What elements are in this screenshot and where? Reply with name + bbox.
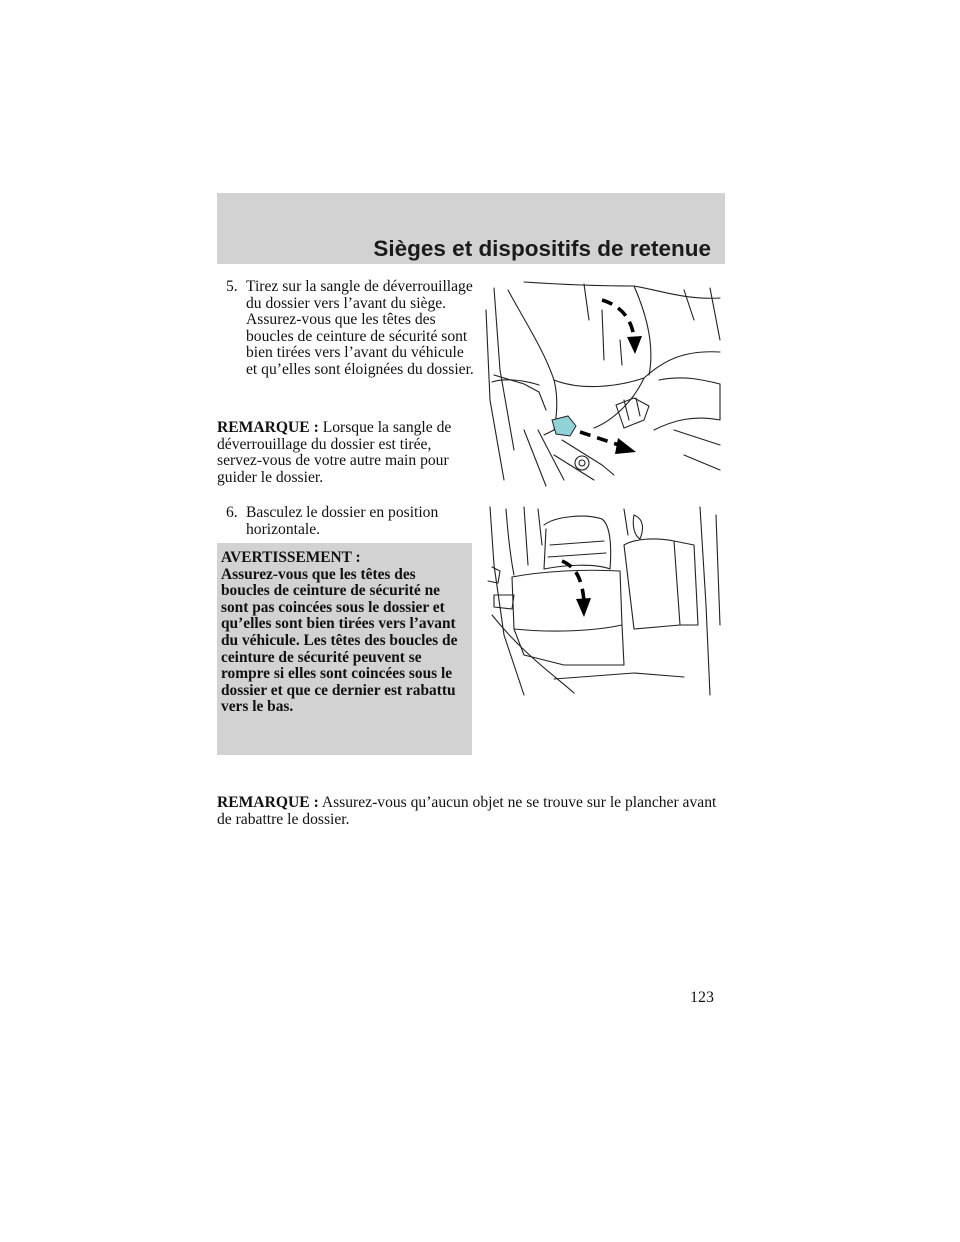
section-title: Sièges et dispositifs de retenue [373, 236, 711, 261]
page-number: 123 [690, 989, 714, 1006]
note-2-label: REMARQUE : [217, 794, 319, 811]
warning-box [217, 543, 472, 755]
step-6 [226, 505, 476, 538]
step-5-text: Tirez sur la sangle de déverrouillage du dossier vers l’avant du siège. Assurez-vous que les têtes des boucles de ceinture de sécurité sont bien tirées vers l’avant du véhicule et qu’elles sont éloignées du dossier. [246, 278, 474, 378]
step-6-text: Basculez le dossier en position horizontale. [246, 504, 439, 538]
warning-title: AVERTISSEMENT : [221, 549, 361, 566]
step-5-number: 5. [226, 278, 238, 295]
note-1-text: Lorsque la sangle de déverrouillage du dossier est tirée, servez-vous de votre autre main pour guider le dossier. [217, 419, 452, 486]
section-header-band [217, 193, 725, 264]
seat-fold-illustration [484, 505, 726, 697]
step-5 [226, 279, 476, 379]
note-1-label: REMARQUE : [217, 419, 319, 436]
warning-text: Assurez-vous que les têtes des boucles de ceinture de sécurité ne sont pas coincées sous le dossier et qu’elles sont bien tirées vers l’avant du véhicule. Les têtes des boucles de ceinture de sécurité peuvent se rompre si elles sont coincées sous le dossier et que ce dernier est rabattu vers le bas. [221, 565, 458, 716]
note-2 [217, 795, 727, 828]
note-1 [217, 420, 475, 486]
seat-release-illustration [484, 280, 726, 488]
note-2-text: Assurez-vous qu’aucun objet ne se trouve sur le plancher avant de rabattre le dossier. [217, 794, 717, 828]
step-6-number: 6. [226, 504, 238, 521]
